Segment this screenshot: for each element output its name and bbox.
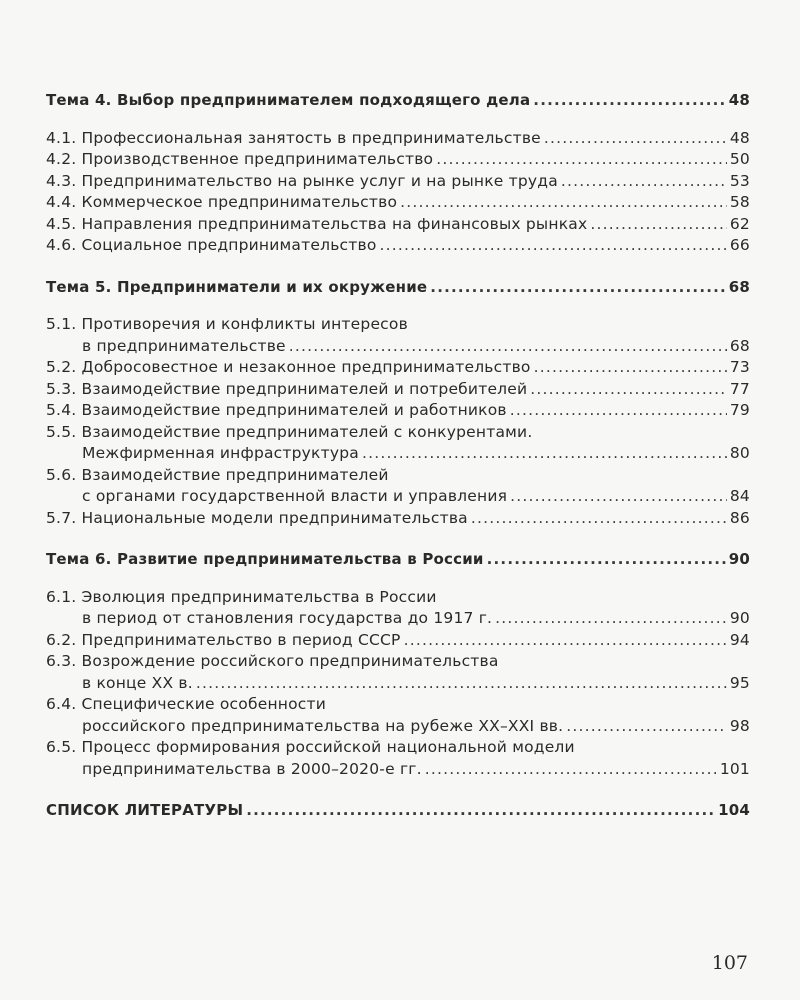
toc-entry-label: предпринимательства в 2000–2020-е гг.	[82, 759, 422, 778]
section-heading-page: 68	[728, 277, 750, 296]
toc-entry	[46, 192, 750, 214]
leader-dots	[510, 486, 727, 508]
toc-entry	[46, 508, 750, 530]
toc-entry-label: в конце XX в.	[82, 673, 193, 692]
section-heading	[46, 277, 750, 299]
leader-dots	[566, 716, 727, 738]
toc-entry-page: 53	[729, 171, 750, 190]
toc-entry	[46, 651, 750, 673]
toc-entry-page: 79	[729, 401, 750, 419]
toc-entry-label: 5.1. Противоречия и конфликты интересов	[46, 315, 408, 333]
toc-entry-label: 6.4. Специфические особенности	[46, 695, 327, 713]
toc-entry-page: 68	[729, 336, 750, 355]
leader-dots	[196, 673, 727, 695]
table-of-contents	[46, 90, 750, 822]
page-number: 107	[711, 952, 748, 974]
leader-dots	[561, 171, 727, 193]
leader-dots	[404, 630, 727, 652]
leader-dots	[495, 608, 727, 630]
section-heading-label: Тема 4. Выбор предпринимателем подходящего дела	[46, 91, 531, 109]
bibliography-heading-label: СПИСОК ЛИТЕРАТУРЫ	[46, 801, 244, 819]
toc-entry	[46, 443, 750, 465]
section-heading	[46, 90, 750, 112]
toc-entry-page: 84	[729, 487, 750, 505]
spacer	[46, 298, 750, 314]
leader-dots	[533, 90, 725, 112]
toc-entry	[46, 694, 750, 716]
toc-entry-page: 50	[729, 150, 750, 168]
toc-entry	[46, 465, 750, 487]
toc-entry-page: 77	[729, 379, 750, 398]
toc-entry-label: российского предпринимательства на рубеже XX–XXI вв.	[82, 716, 564, 735]
toc-entry	[46, 214, 750, 236]
leader-dots	[510, 400, 727, 422]
toc-entry-label: 4.6. Социальное предпринимательство	[46, 236, 377, 254]
leader-dots	[362, 443, 727, 465]
toc-entry-label: 5.7. Национальные модели предпринимательства	[46, 508, 468, 527]
toc-entry	[46, 400, 750, 422]
bibliography-heading-page: 104	[718, 801, 750, 819]
toc-entry	[46, 486, 750, 508]
leader-dots	[289, 336, 727, 358]
leader-dots	[530, 379, 727, 401]
toc-entry	[46, 587, 750, 609]
toc-entry	[46, 171, 750, 193]
toc-entry-page: 48	[729, 128, 750, 147]
leader-dots	[590, 214, 727, 236]
leader-dots	[400, 192, 727, 214]
toc-entry	[46, 336, 750, 358]
section-heading-label: Тема 6. Развитие предпринимательства в России	[46, 550, 484, 568]
toc-entry	[46, 716, 750, 738]
toc-entry-page: 62	[729, 214, 750, 233]
leader-dots	[425, 759, 717, 781]
toc-entry	[46, 422, 750, 444]
toc-entry-label: 5.3. Взаимодействие предпринимателей и потребителей	[46, 379, 528, 398]
toc-entry-label: в предпринимательстве	[82, 336, 286, 355]
toc-entry-label: 4.4. Коммерческое предпринимательство	[46, 193, 398, 211]
toc-entry-page: 73	[729, 358, 750, 376]
toc-entry	[46, 314, 750, 336]
spacer	[46, 529, 750, 549]
toc-entry	[46, 235, 750, 257]
toc-entry	[46, 128, 750, 150]
toc-entry	[46, 379, 750, 401]
section-heading-page: 90	[728, 550, 750, 568]
toc-entry-label: 6.5. Процесс формирования российской национальной модели	[46, 738, 575, 756]
toc-entry	[46, 149, 750, 171]
toc-entry-label: 6.3. Возрождение российского предпринимательства	[46, 652, 499, 670]
toc-entry-page: 101	[719, 759, 750, 778]
toc-entry-label: 4.5. Направления предпринимательства на финансовых рынках	[46, 214, 588, 233]
section-heading-label: Тема 5. Предприниматели и их окружение	[46, 277, 428, 296]
toc-entry-label: 4.3. Предпринимательство на рынке услуг и на рынке труда	[46, 171, 558, 190]
leader-dots	[436, 149, 727, 171]
toc-entry-label: 4.1. Профессиональная занятость в предпринимательстве	[46, 128, 541, 147]
toc-entry-label: 6.1. Эволюция предпринимательства в России	[46, 587, 437, 606]
toc-entry-label: 5.5. Взаимодействие предпринимателей с конкурентами.	[46, 422, 533, 441]
toc-entry-label: с органами государственной власти и управления	[82, 487, 508, 505]
toc-entry-page: 98	[729, 716, 750, 735]
toc-entry-page: 58	[729, 193, 750, 211]
leader-dots	[471, 508, 727, 530]
spacer	[46, 257, 750, 277]
toc-entry	[46, 608, 750, 630]
toc-entry	[46, 737, 750, 759]
section-heading	[46, 549, 750, 571]
leader-dots	[246, 800, 715, 822]
toc-entry	[46, 357, 750, 379]
toc-entry-label: Межфирменная инфраструктура	[82, 444, 359, 462]
section-heading-page: 48	[728, 91, 750, 109]
leader-dots	[380, 235, 727, 257]
toc-entry	[46, 630, 750, 652]
leader-dots	[430, 277, 725, 299]
toc-entry	[46, 759, 750, 781]
spacer	[46, 571, 750, 587]
spacer	[46, 780, 750, 800]
toc-entry	[46, 673, 750, 695]
toc-entry-page: 80	[729, 444, 750, 462]
toc-entry-label: 4.2. Производственное предпринимательство	[46, 150, 434, 168]
toc-entry-page: 86	[729, 508, 750, 527]
toc-entry-page: 95	[729, 673, 750, 692]
toc-entry-label: 5.4. Взаимодействие предпринимателей и работников	[46, 401, 507, 419]
toc-entry-label: 5.2. Добросовестное и незаконное предпринимательство	[46, 358, 531, 376]
spacer	[46, 112, 750, 128]
toc-entry-page: 90	[729, 609, 750, 627]
bibliography-heading	[46, 800, 750, 822]
toc-entry-label: 6.2. Предпринимательство в период СССР	[46, 630, 401, 649]
leader-dots	[487, 549, 726, 571]
toc-entry-page: 94	[729, 630, 750, 649]
toc-entry-label: 5.6. Взаимодействие предпринимателей	[46, 465, 389, 484]
toc-entry-page: 66	[729, 236, 750, 254]
toc-entry-label: в период от становления государства до 1917 г.	[82, 609, 493, 627]
leader-dots	[534, 357, 727, 379]
leader-dots	[544, 128, 727, 150]
